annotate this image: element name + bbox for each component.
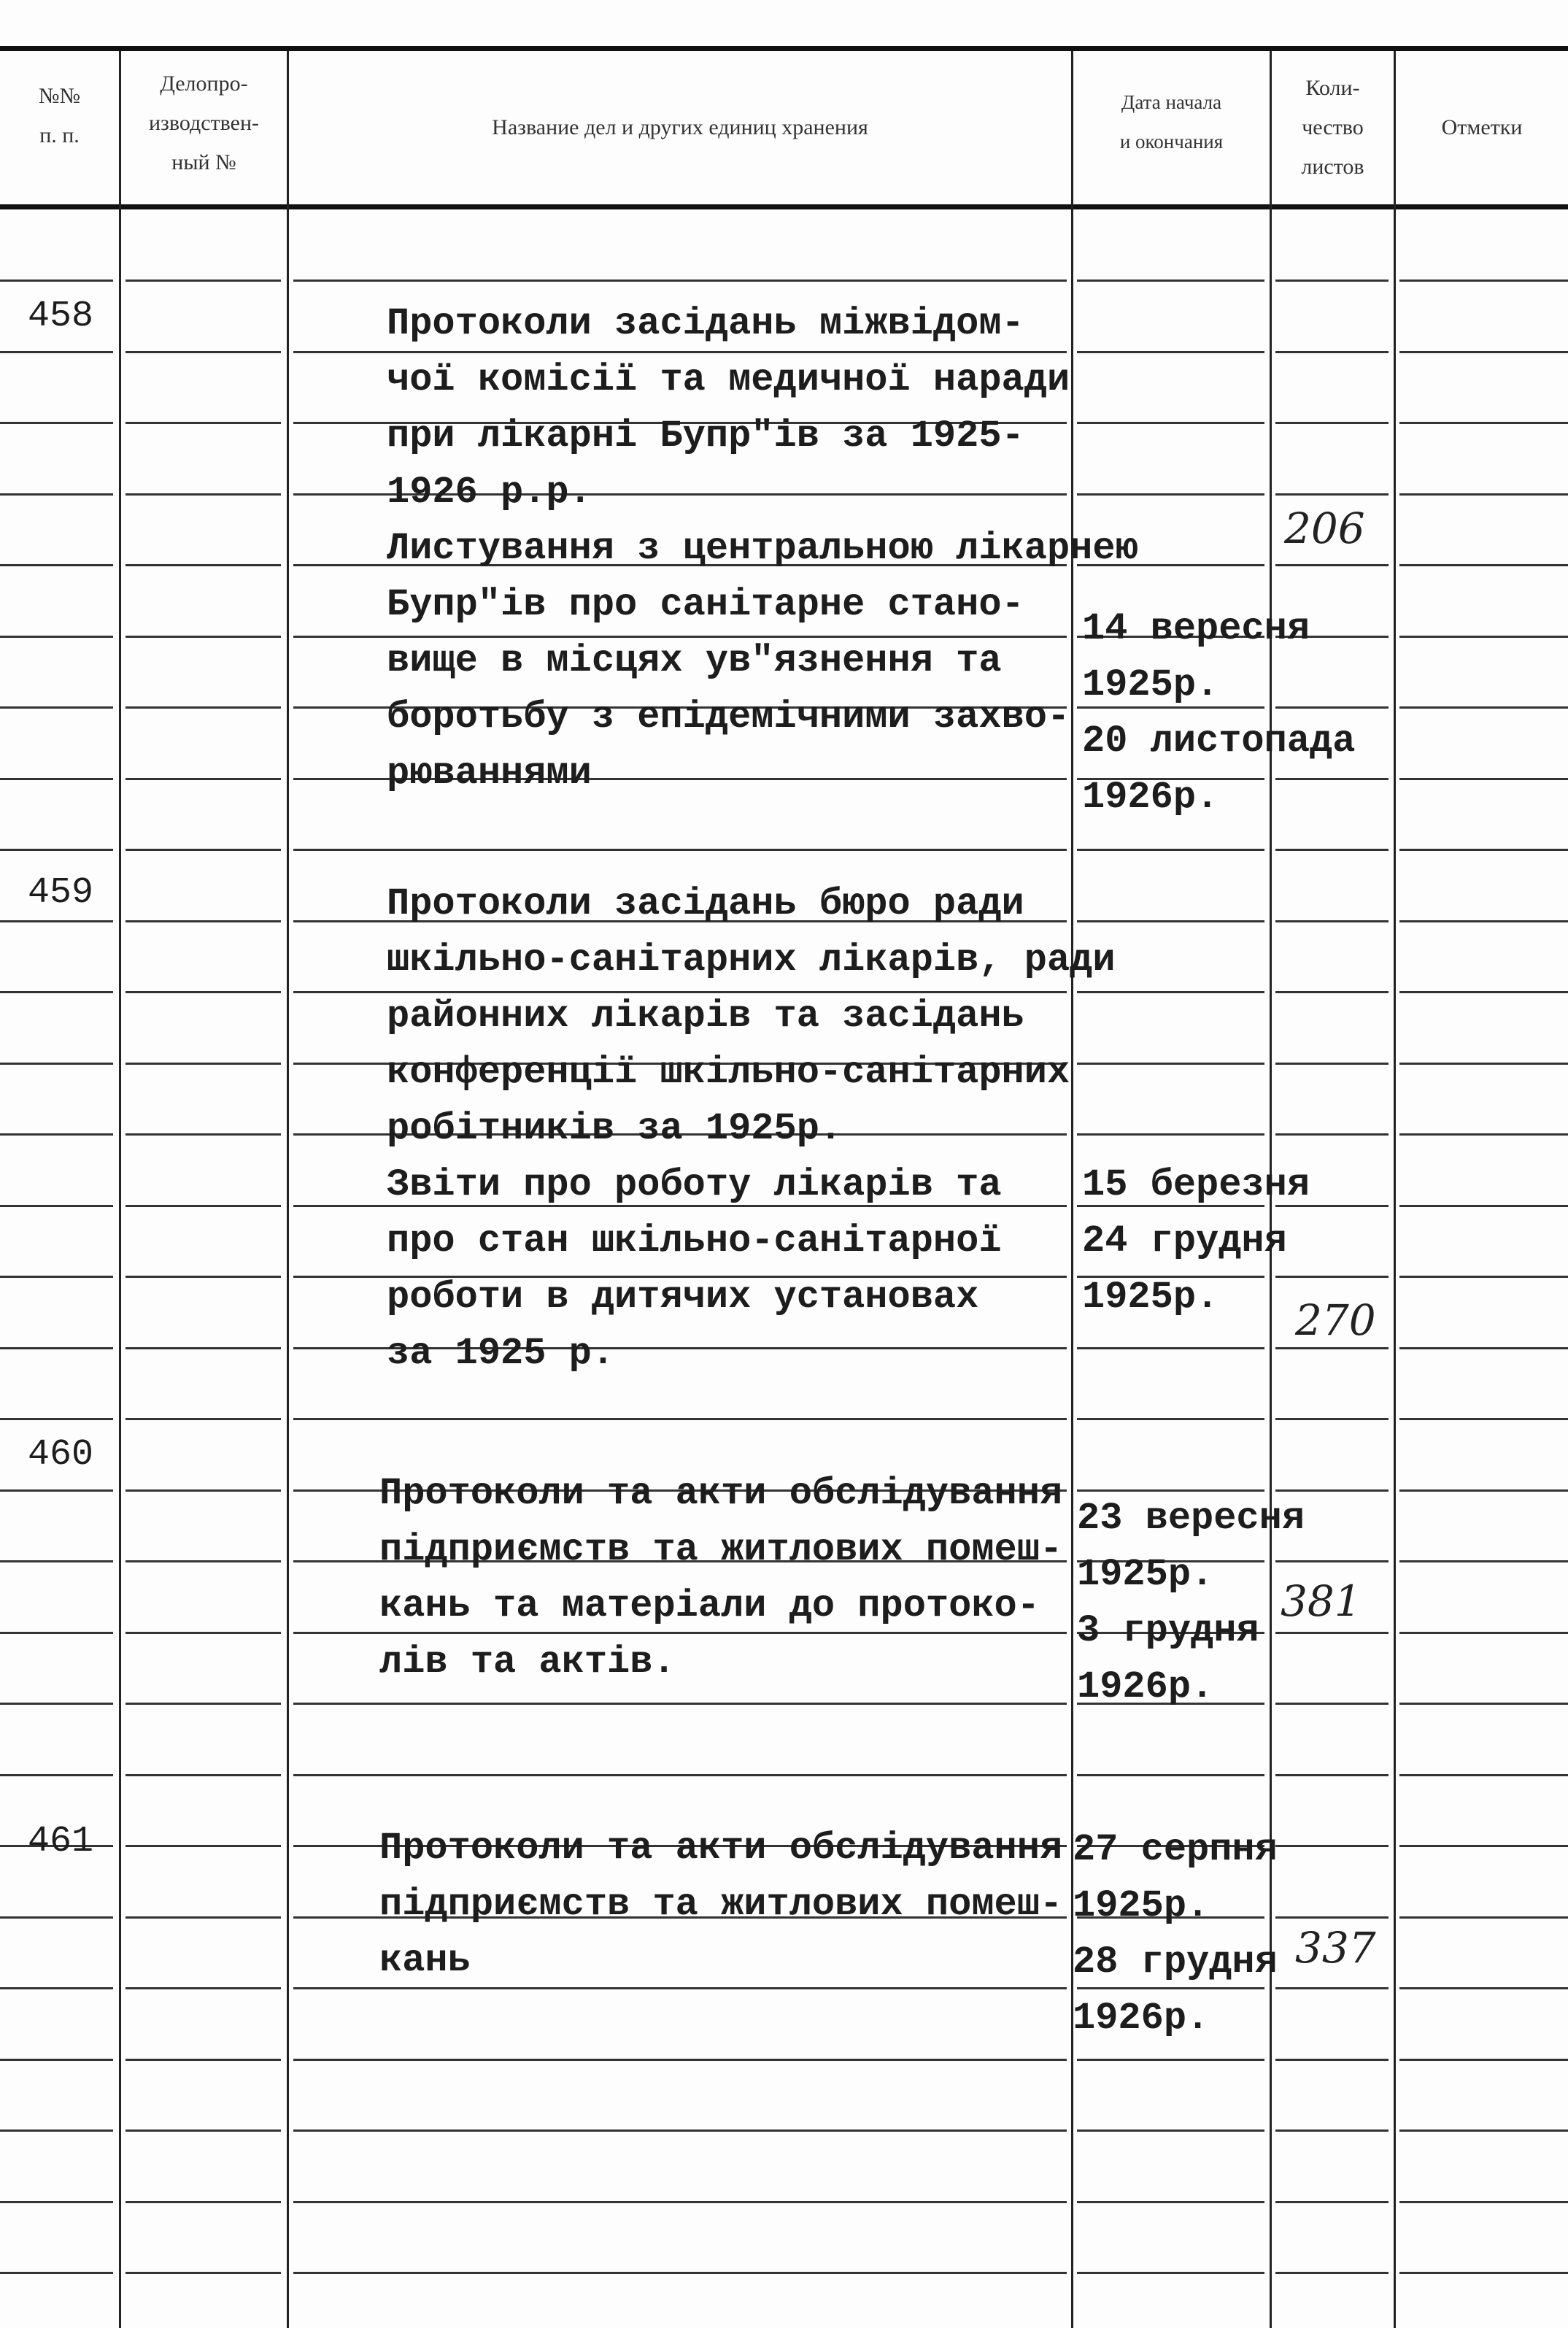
ruled-line xyxy=(1399,1347,1568,1349)
entry-date-line: 1926р. xyxy=(1077,1665,1214,1708)
ruled-line xyxy=(1275,1632,1389,1634)
ruled-line xyxy=(0,920,113,922)
ruled-line xyxy=(293,2129,1067,2132)
ruled-line xyxy=(1399,2201,1568,2203)
entry-title-line: Протоколи засідань бюро ради xyxy=(387,882,1024,925)
entry-number: 461 xyxy=(28,1821,94,1862)
ruled-line xyxy=(1399,706,1568,709)
ruled-line xyxy=(0,493,113,496)
ruled-line xyxy=(0,280,113,282)
ruled-line xyxy=(1399,1774,1568,1776)
ruled-line xyxy=(125,2059,281,2061)
ruled-line xyxy=(1077,2059,1264,2061)
entry-number: 459 xyxy=(28,872,94,914)
ruled-line xyxy=(1275,1347,1389,1349)
ruled-line xyxy=(1275,1418,1389,1420)
ruled-line xyxy=(1077,991,1264,993)
ruled-line xyxy=(0,706,113,709)
ruled-line xyxy=(1399,2272,1568,2274)
header-sheets-line: чество xyxy=(1302,115,1364,139)
header-number xyxy=(0,77,119,155)
ruled-line xyxy=(0,1133,113,1136)
ruled-line xyxy=(1077,1133,1264,1136)
column-divider xyxy=(1394,51,1396,2328)
column-divider xyxy=(119,51,121,2328)
entry-date-line: 1925р. xyxy=(1073,1884,1210,1927)
ruled-line xyxy=(1275,1063,1389,1065)
ruled-line xyxy=(125,1347,281,1349)
ruled-line xyxy=(1399,1987,1568,1989)
ruled-line xyxy=(1275,778,1389,780)
ruled-line xyxy=(1275,1916,1389,1919)
entry-sheet-count: 206 xyxy=(1284,504,1365,553)
ruled-line xyxy=(0,1205,113,1207)
entry-date-line: 14 вересня xyxy=(1082,607,1310,650)
ruled-line xyxy=(125,280,281,282)
column-divider xyxy=(287,51,289,2328)
entry-title-line: про стан шкільно-санітарної xyxy=(387,1219,1002,1263)
ruled-line xyxy=(1275,2272,1389,2274)
entry-title-line: лів та актів. xyxy=(379,1641,676,1684)
ruled-line xyxy=(125,564,281,566)
ruled-line xyxy=(0,1774,113,1776)
ruled-line xyxy=(1275,493,1389,496)
ruled-line xyxy=(0,2272,113,2274)
entry-sheet-count: 381 xyxy=(1281,1576,1362,1626)
ruled-line xyxy=(1399,1418,1568,1420)
ruled-line xyxy=(1275,280,1389,282)
ruled-line xyxy=(1077,1063,1264,1065)
ruled-line xyxy=(293,1703,1067,1705)
ruled-line xyxy=(293,1418,1067,1420)
entry-date-line: 3 грудня xyxy=(1077,1609,1259,1652)
ruled-line xyxy=(125,1632,281,1634)
entry-title-line: роботи в дитячих установах xyxy=(387,1276,979,1319)
ruled-line xyxy=(1077,849,1264,851)
ruled-line xyxy=(1077,920,1264,922)
entry-title-line: кань та матеріали до протоко- xyxy=(379,1584,1040,1627)
entry-date-line: 20 листопада xyxy=(1082,720,1356,763)
ruled-line xyxy=(1275,422,1389,424)
ruled-line xyxy=(1399,1133,1568,1136)
entry-date-line: 1925р. xyxy=(1082,663,1219,706)
ruled-line xyxy=(0,1560,113,1562)
entry-number: 460 xyxy=(28,1434,94,1476)
ruled-line xyxy=(0,1916,113,1919)
ruled-line xyxy=(0,1987,113,1989)
ruled-line xyxy=(1399,1916,1568,1919)
ruled-line xyxy=(1077,351,1264,353)
ruled-line xyxy=(1399,1205,1568,1207)
entry-title-line: робітників за 1925р. xyxy=(387,1107,843,1150)
entry-title-line: Бупр"ів про санітарне стано- xyxy=(387,583,1024,626)
entry-title-line: шкільно-санітарних лікарів, ради xyxy=(387,938,1116,982)
entry-title-line: районних лікарів та засідань xyxy=(387,995,1024,1038)
ruled-line xyxy=(0,1632,113,1634)
ruled-line xyxy=(293,849,1067,851)
ruled-line xyxy=(1077,422,1264,424)
ruled-line xyxy=(1275,2201,1389,2203)
ruled-line xyxy=(1275,2129,1389,2132)
ruled-line xyxy=(1275,1774,1389,1776)
ruled-line xyxy=(125,1418,281,1420)
ruled-line xyxy=(1399,2129,1568,2132)
ruled-line xyxy=(1077,280,1264,282)
header-sheets xyxy=(1272,69,1394,187)
ruled-line xyxy=(1275,1703,1389,1705)
ruled-line xyxy=(1399,564,1568,566)
ruled-line xyxy=(1275,1845,1389,1847)
ruled-line xyxy=(125,636,281,638)
entry-number: 458 xyxy=(28,296,94,337)
ruled-line xyxy=(0,564,113,566)
ruled-line xyxy=(1399,1703,1568,1705)
ruled-line xyxy=(125,2129,281,2132)
entry-title-line: Протоколи засідань міжвідом- xyxy=(387,302,1024,345)
entry-title-line: рюваннями xyxy=(387,752,592,795)
top-border xyxy=(0,46,1568,51)
ruled-line xyxy=(0,422,113,424)
ruled-line xyxy=(125,920,281,922)
ruled-line xyxy=(293,1774,1067,1776)
ruled-line xyxy=(1275,1987,1389,1989)
entry-title-line: при лікарні Бупр"ів за 1925- xyxy=(387,415,1024,458)
entry-title-line: Протоколи та акти обслідування xyxy=(379,1827,1063,1870)
entry-title-line: чої комісії та медичної наради xyxy=(387,358,1070,401)
ruled-line xyxy=(125,1133,281,1136)
ruled-line xyxy=(125,1987,281,1989)
ruled-line xyxy=(293,2059,1067,2061)
ruled-line xyxy=(1399,1845,1568,1847)
ruled-line xyxy=(0,1347,113,1349)
ruled-line xyxy=(1275,351,1389,353)
ruled-line xyxy=(125,991,281,993)
entry-sheet-count: 270 xyxy=(1295,1295,1376,1345)
entry-date-line: 1926р. xyxy=(1073,1997,1210,2040)
ruled-line xyxy=(1275,1133,1389,1136)
ruled-line xyxy=(125,2201,281,2203)
ruled-line xyxy=(1399,1560,1568,1562)
ruled-line xyxy=(1399,2059,1568,2061)
ruled-line xyxy=(1275,564,1389,566)
ruled-line xyxy=(293,2272,1067,2274)
ruled-line xyxy=(125,1703,281,1705)
ruled-line xyxy=(125,493,281,496)
ruled-line xyxy=(1399,351,1568,353)
ruled-line xyxy=(1275,706,1389,709)
entry-date-line: 1925р. xyxy=(1082,1276,1219,1319)
header-office-line: ный № xyxy=(171,150,236,174)
ruled-line xyxy=(125,849,281,851)
ruled-line xyxy=(1275,2059,1389,2061)
ruled-line xyxy=(125,1276,281,1278)
entry-title-line: за 1925 р. xyxy=(387,1332,615,1375)
ruled-line xyxy=(0,2129,113,2132)
ruled-line xyxy=(0,991,113,993)
ruled-line xyxy=(1399,920,1568,922)
ruled-line xyxy=(1399,849,1568,851)
header-title: Название дел и других единиц хранения xyxy=(492,115,868,139)
ruled-line xyxy=(1399,1276,1568,1278)
entry-date-line: 1925р. xyxy=(1077,1553,1214,1596)
ruled-line xyxy=(1399,991,1568,993)
ruled-line xyxy=(0,1703,113,1705)
ruled-line xyxy=(0,1418,113,1420)
ruled-line xyxy=(1399,280,1568,282)
ruled-line xyxy=(1399,422,1568,424)
ruled-line xyxy=(1077,2272,1264,2274)
ruled-line xyxy=(125,1774,281,1776)
ruled-line xyxy=(1275,991,1389,993)
ruled-line xyxy=(1399,1632,1568,1634)
entry-title-line: підприємств та житлових помеш- xyxy=(379,1883,1063,1926)
entry-title-line: конференції шкільно-санітарних xyxy=(387,1051,1070,1094)
ruled-line xyxy=(125,1560,281,1562)
header-office-line: изводствен- xyxy=(148,111,260,135)
ruled-line xyxy=(1077,2201,1264,2203)
ruled-line xyxy=(1275,1276,1389,1278)
entry-sheet-count: 337 xyxy=(1295,1923,1376,1973)
header-office-line: Делопро- xyxy=(160,72,248,96)
entry-title-line: кань xyxy=(379,1939,471,1982)
ruled-line xyxy=(125,706,281,709)
ruled-line xyxy=(1399,493,1568,496)
header-sheets-line: Коли- xyxy=(1305,76,1360,100)
ruled-line xyxy=(125,2272,281,2274)
ruled-line xyxy=(125,1916,281,1919)
ruled-line xyxy=(125,1845,281,1847)
entry-date-line: 23 вересня xyxy=(1077,1497,1305,1540)
header-number-line: п. п. xyxy=(39,123,80,147)
ruled-line xyxy=(0,849,113,851)
entry-date-line: 24 грудня xyxy=(1082,1219,1287,1263)
ruled-line xyxy=(1275,920,1389,922)
ruled-line xyxy=(0,351,113,353)
ruled-line xyxy=(1399,1063,1568,1065)
ruled-line xyxy=(125,1205,281,1207)
entry-title-line: 1926 р.р. xyxy=(387,471,592,514)
entry-date-line: 27 серпня xyxy=(1073,1828,1278,1871)
ruled-line xyxy=(125,778,281,780)
header-sheets-line: листов xyxy=(1301,155,1364,179)
ruled-line xyxy=(293,2201,1067,2203)
ruled-line xyxy=(1077,2129,1264,2132)
ruled-line xyxy=(0,1063,113,1065)
ruled-line xyxy=(0,1276,113,1278)
entry-title-line: вище в місцях ув"язнення та xyxy=(387,639,1002,682)
ruled-line xyxy=(1077,1774,1264,1776)
ruled-line xyxy=(0,2201,113,2203)
entry-date-line: 28 грудня xyxy=(1073,1940,1278,1984)
entry-title-line: Листування з центральною лікарнею xyxy=(387,527,1138,570)
ruled-line xyxy=(0,636,113,638)
header-office-number xyxy=(121,64,287,182)
entry-title-line: боротьбу з епідемічними захво- xyxy=(387,695,1070,739)
ruled-line xyxy=(0,2059,113,2061)
ruled-line xyxy=(0,1489,113,1492)
ruled-line xyxy=(125,351,281,353)
entry-date-line: 15 березня xyxy=(1082,1163,1310,1206)
header-number-line: №№ xyxy=(38,84,81,108)
ruled-line xyxy=(125,1489,281,1492)
ruled-line xyxy=(293,280,1067,282)
entry-title-line: Протоколи та акти обслідування xyxy=(379,1472,1063,1515)
ruled-line xyxy=(1077,1347,1264,1349)
header-dates-line: Дата начала xyxy=(1121,91,1222,113)
ruled-line xyxy=(1275,849,1389,851)
ruled-line xyxy=(1399,778,1568,780)
ruled-line xyxy=(1077,1418,1264,1420)
header-bottom-border xyxy=(0,204,1568,209)
header-dates xyxy=(1073,82,1270,161)
ruled-line xyxy=(1077,493,1264,496)
ruled-line xyxy=(125,1063,281,1065)
header-notes: Отметки xyxy=(1441,115,1523,139)
ruled-line xyxy=(1399,636,1568,638)
entry-date-line: 1926р. xyxy=(1082,776,1219,819)
ruled-line xyxy=(125,422,281,424)
ruled-line xyxy=(1399,1489,1568,1492)
entry-title-line: Звіти про роботу лікарів та xyxy=(387,1163,1002,1206)
entry-title-line: підприємств та житлових помеш- xyxy=(379,1528,1063,1571)
ruled-line xyxy=(1275,1560,1389,1562)
header-dates-line: и окончания xyxy=(1119,131,1224,153)
ruled-line xyxy=(0,778,113,780)
